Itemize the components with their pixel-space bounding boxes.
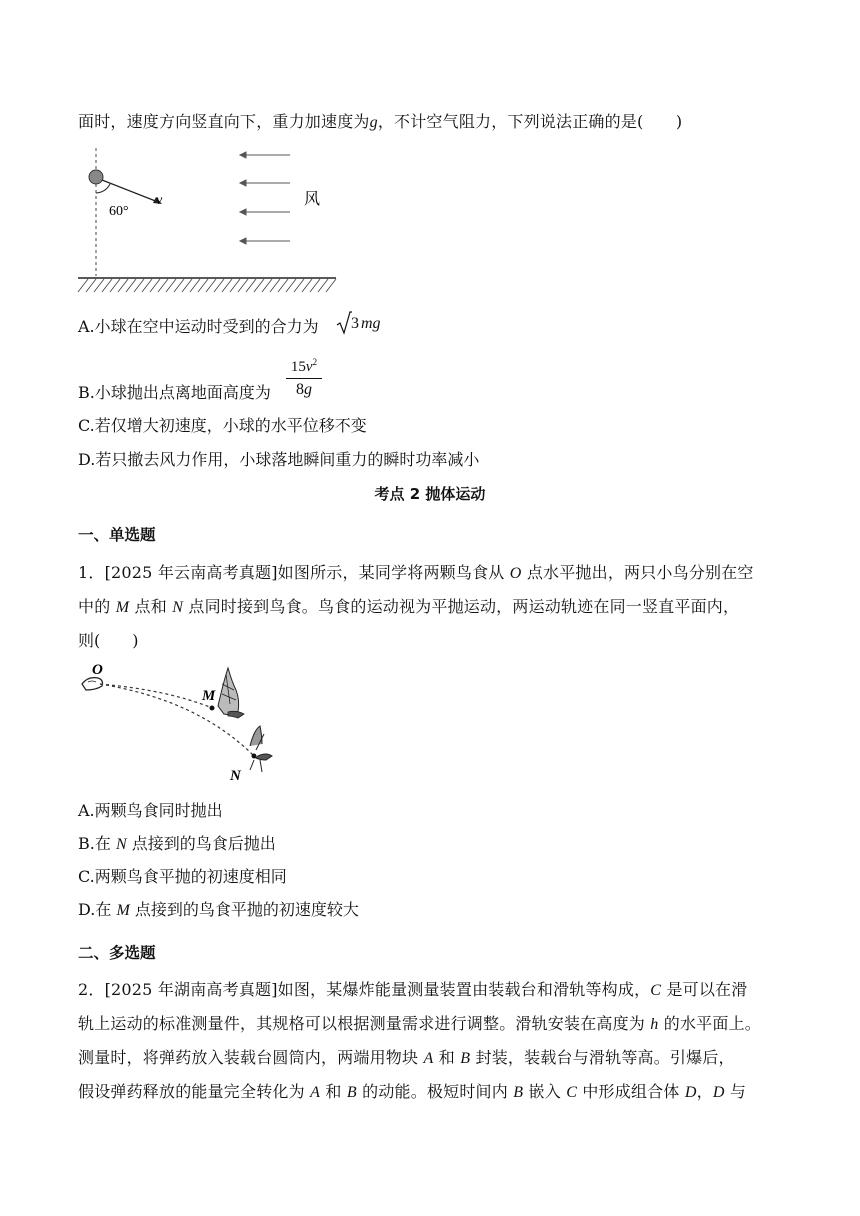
q2-var: C (650, 982, 662, 999)
q2-text: 中形成组合体 (577, 1082, 685, 1101)
option-b-text: B.小球抛出点离地面高度为 (78, 383, 271, 402)
point-m-label: M (202, 688, 216, 704)
q2-line-3 (78, 1047, 735, 1070)
q1-line-2 (78, 596, 739, 619)
q1-text: 1．[2025 年云南高考真题]如图所示，某同学将两颗鸟食从 (78, 563, 510, 582)
wind-label: 风 (304, 191, 321, 208)
fraction-15v2-over-8g (286, 353, 322, 399)
q2-text: 的水平面上。 (658, 1014, 761, 1033)
sqrt-radicand: 3 (351, 315, 359, 332)
q1-var: M (115, 599, 130, 616)
q2-text: 的动能。极短时间内 (356, 1082, 514, 1101)
q1-text: 点同时接到鸟食。鸟食的运动视为平抛运动，两运动轨迹在同一竖直平面内， (183, 597, 740, 616)
q2-text: 轨上运动的标准测量件，其规格可以根据测量需求进行调整。滑轨安装在高度为 (78, 1014, 651, 1033)
option-a-formula-tail: mg (361, 315, 381, 332)
bird-feeding-figure (78, 660, 278, 790)
q2-var: A (423, 1050, 434, 1067)
q2-line-2 (78, 1013, 761, 1036)
angle-label: 60° (109, 204, 129, 219)
fraction-numerator-var: v (305, 359, 313, 375)
option-a (78, 316, 319, 338)
velocity-label: v (156, 193, 163, 208)
q2-var: A (310, 1084, 321, 1101)
option-d: D.若只撤去风力作用，小球落地瞬间重力的瞬时功率减小 (78, 450, 480, 469)
q1-option-d (78, 899, 359, 922)
point-o-label: O (92, 662, 103, 678)
q2-var: B (460, 1050, 471, 1067)
q1-option-b (78, 833, 276, 856)
q2-text: 和 (320, 1082, 347, 1101)
fraction-denominator-coef: 8 (296, 381, 304, 398)
option-var: M (116, 902, 130, 919)
prev-question-stem (78, 111, 682, 134)
q1-line-1 (78, 562, 754, 585)
section-title: 考点 2 抛体运动 (374, 485, 486, 503)
q2-text: 测量时，将弹药放入装载台圆筒内，两端用物块 (78, 1048, 424, 1067)
stem-text: ，不计空气阻力，下列说法正确的是( ) (377, 112, 683, 131)
option-text: D.在 (78, 900, 117, 919)
q1-var: N (172, 599, 184, 616)
bird-icon (218, 668, 244, 718)
ball-wind-figure (74, 140, 344, 296)
q1-text: 点水平抛出，两只小鸟分别在空 (521, 563, 754, 582)
q2-text: ， (696, 1082, 713, 1101)
q2-var: D (684, 1084, 697, 1101)
multi-choice-heading: 二、多选题 (78, 944, 156, 962)
q2-text: 和 (433, 1048, 461, 1067)
sqrt-symbol (336, 310, 352, 336)
fraction-denominator-var: g (304, 381, 312, 398)
q1-option-c: C.两颗鸟食平抛的初速度相同 (78, 867, 287, 886)
single-choice-heading: 一、单选题 (78, 526, 156, 544)
option-var: N (115, 836, 127, 853)
stem-text: 面时，速度方向竖直向下，重力加速度为 (78, 112, 370, 131)
q1-text: 中的 (78, 597, 116, 616)
g-symbol: g (369, 114, 378, 131)
q2-line-4 (78, 1081, 746, 1104)
q2-var: B (346, 1084, 357, 1101)
q2-text: 2．[2025 年湖南高考真题]如图，某爆炸能量测量装置由装载台和滑轨等构成， (78, 980, 651, 999)
bird-icon (250, 726, 272, 772)
q2-var: D (712, 1084, 725, 1101)
ground-hatching (78, 279, 336, 292)
q2-text: 假设弹药释放的能量完全转化为 (78, 1082, 311, 1101)
q1-line-3: 则( ) (78, 631, 139, 650)
q2-var: h (650, 1016, 659, 1033)
q2-text: 嵌入 (523, 1082, 567, 1101)
wind-arrows (240, 152, 290, 244)
option-a-text: A.小球在空中运动时受到的合力为 (78, 317, 319, 336)
option-c: C.若仅增大初速度，小球的水平位移不变 (78, 416, 367, 435)
point-n-label: N (230, 768, 241, 784)
option-text: 点接到的鸟食后抛出 (126, 834, 276, 853)
fraction-numerator-coef: 15 (290, 359, 306, 375)
q1-text: 点和 (129, 597, 173, 616)
q2-line-1 (78, 979, 747, 1002)
option-text: 点接到的鸟食平抛的初速度较大 (129, 900, 359, 919)
option-text: B.在 (78, 834, 116, 853)
q2-text: 封装，装载台与滑轨等高。引爆后， (470, 1048, 735, 1067)
hand-icon (82, 678, 103, 690)
option-b (78, 382, 271, 404)
q2-text: 与 (724, 1082, 747, 1101)
fraction-numerator-exp: 2 (312, 357, 318, 367)
q2-var: C (566, 1084, 578, 1101)
q1-var: O (509, 565, 522, 582)
q1-option-a: A.两颗鸟食同时抛出 (78, 801, 223, 820)
q2-text: 是可以在滑 (661, 980, 748, 999)
q2-var: B (513, 1084, 524, 1101)
